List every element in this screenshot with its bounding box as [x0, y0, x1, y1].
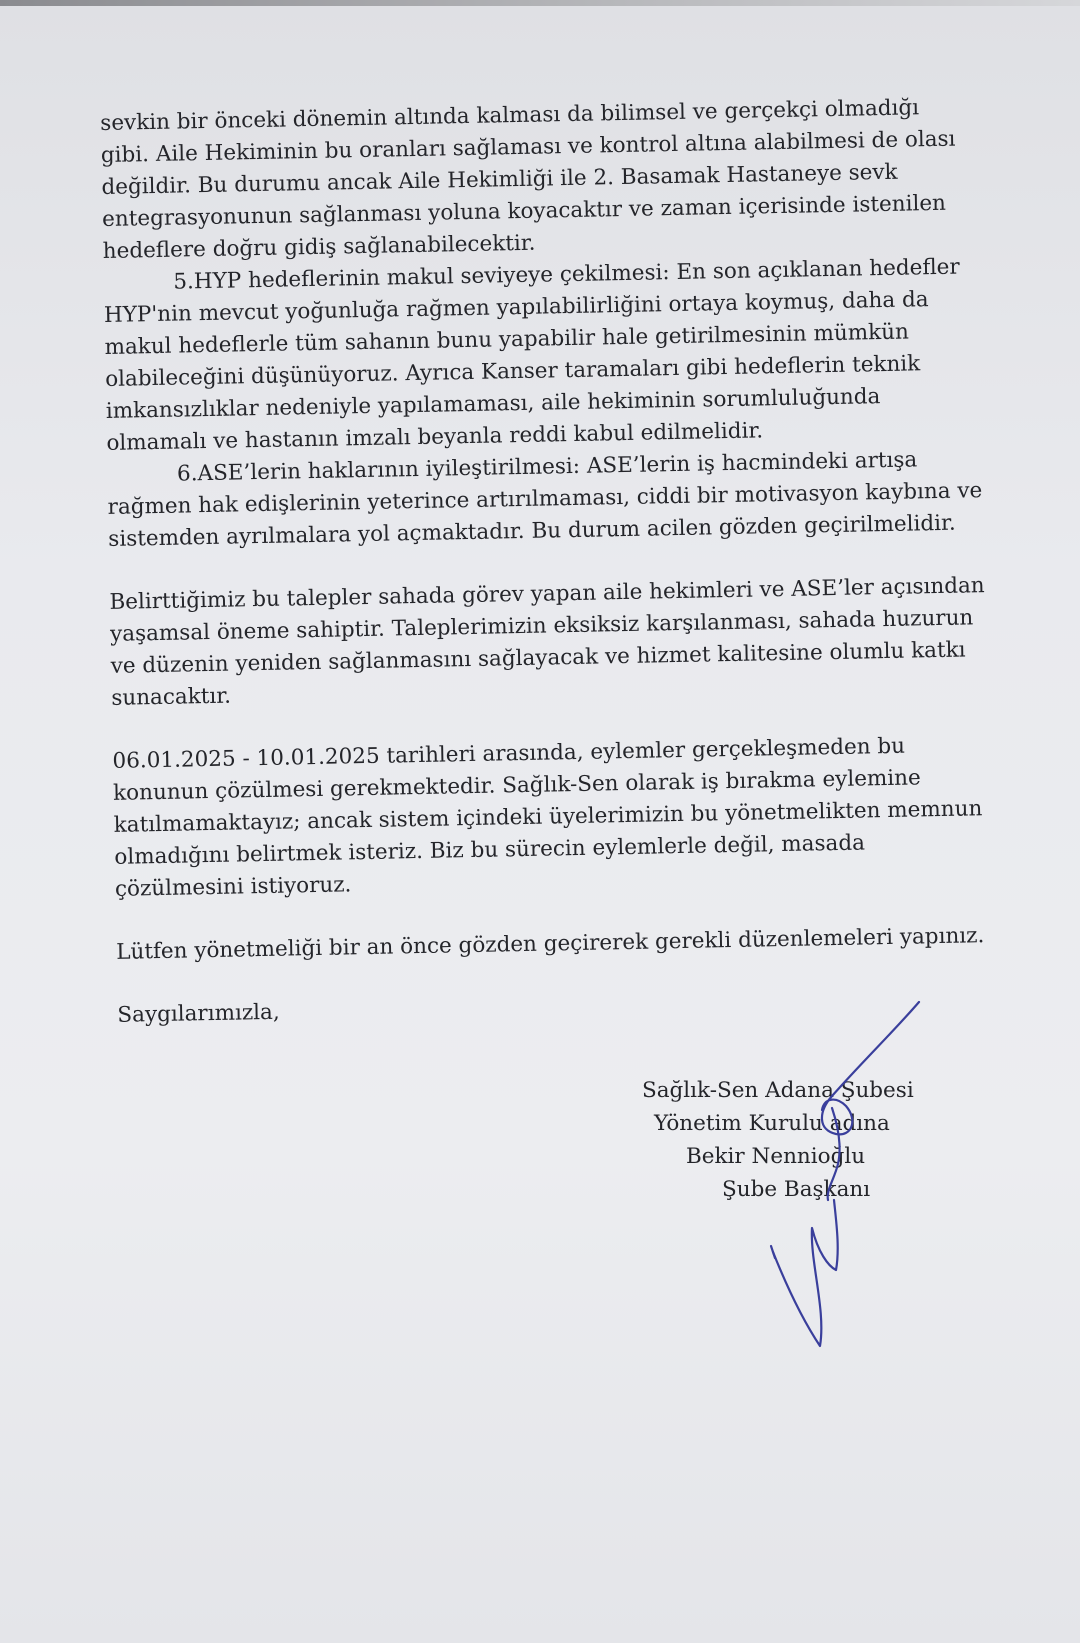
closing-org: Sağlık-Sen Adana Şubesi [642, 1078, 914, 1103]
text-line: olabileceğini düşünüyoruz. Ayrıca Kanser taramaları gibi hedeflerin teknik [104, 351, 921, 392]
text-line: yaşamsal öneme sahiptir. Taleplerimizin eksiksiz karşılanması, sahada huzurun [109, 605, 974, 647]
text-line: olmamalı ve hastanın imzalı beyanla reddi kabul edilmelidir. [106, 418, 764, 456]
text-line: ve düzenin yeniden sağlanmasını sağlayacak ve hizmet kalitesine olumlu katkı [110, 637, 966, 679]
closing-block [642, 1074, 962, 1206]
text-line: katılmamaktayız; ancak sistem içindeki üyelerimizin bu yönetmelikten memnun [113, 796, 983, 838]
text-line: sevkin bir önceki dönemin altında kalması da bilimsel ve gerçekçi olmadığı [100, 95, 920, 136]
text-line: değildir. Bu durumu ancak Aile Hekimliği ile 2. Basamak Hastaneye sevk [101, 159, 898, 200]
text-line: imkansızlıklar nedeniyle yapılamaması, aile hekiminin sorumluluğunda [105, 384, 881, 424]
closing-name: Bekir Nennioğlu [686, 1144, 866, 1169]
text-line: çözülmesini istiyoruz. [114, 872, 352, 902]
text-line: entegrasyonunun sağlanması yoluna koyacaktır ve zaman içerisinde istenilen [101, 190, 947, 232]
closing-title: Şube Başkanı [722, 1177, 871, 1202]
text-line: hedeflere doğru gidiş sağlanabilecektir. [102, 230, 536, 264]
text-line: HYP'nin mevcut yoğunluğa rağmen yapılabilirliğini ortaya koymuş, daha da [103, 287, 929, 328]
text-line: 5.HYP hedeflerinin makul seviyeye çekilmesi: En son açıklanan hedefler [173, 254, 960, 295]
paragraph-dates [112, 728, 1030, 906]
closing-board: Yönetim Kurulu adına [654, 1111, 890, 1136]
text-line: Belirttiğimiz bu talepler sahada görev yapan aile hekimleri ve ASE’ler açısından [109, 573, 985, 615]
text-line: 6.ASE’lerin haklarının iyileştirilmesi: ASE’lerin iş hacmindeki artışa [176, 447, 918, 487]
letter-body [100, 90, 1033, 1031]
paragraph-referral [100, 90, 1018, 268]
text-line: rağmen hak edişlerinin yeterince artırılmaması, ciddi bir motivasyon kaybına ve [107, 478, 983, 520]
text-line: Lütfen yönetmeliği bir an önce gözden geçirerek gerekli düzenlemeleri yapınız. [115, 923, 985, 965]
salutation: Saygılarımızla, [117, 999, 280, 1028]
text-line: olmadığını belirtmek isteriz. Biz bu sürecin eylemlerle değil, masada [114, 830, 866, 870]
signature-stroke [773, 1200, 838, 1346]
text-line: sunacaktır. [111, 683, 232, 711]
paragraph-item-6 [107, 442, 1024, 556]
paragraph-item-5 [103, 250, 1022, 460]
paragraph-demands [109, 569, 1026, 715]
text-line: makul hedeflerle tüm sahanın bunu yapabilir hale getirilmesinin mümkün [104, 319, 910, 360]
text-line: konunun çözülmesi gerekmektedir. Sağlık-Sen olarak iş bırakma eylemine [112, 765, 921, 806]
text-line: sistemden ayrılmalara yol açmaktadır. Bu durum acilen gözden geçirilmelidir. [108, 510, 956, 552]
text-line: gibi. Aile Hekiminin bu oranları sağlaması ve kontrol altına alabilmesi de olası [100, 126, 956, 168]
top-edge [0, 0, 1080, 6]
signature-stroke [771, 1246, 775, 1258]
text-line: 06.01.2025 - 10.01.2025 tarihleri arasında, eylemler gerçekleşmeden bu [112, 733, 906, 774]
